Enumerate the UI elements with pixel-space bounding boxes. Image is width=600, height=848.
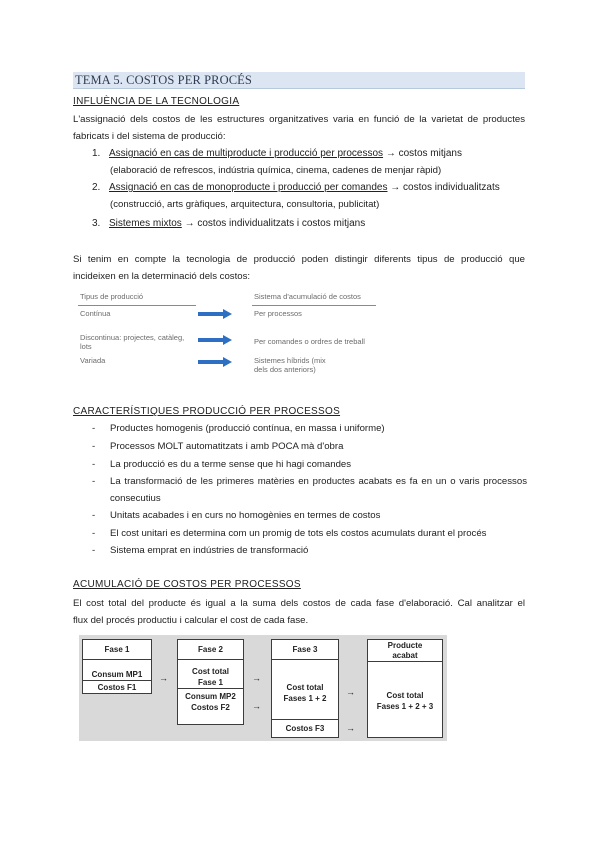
heading-caracteristiques: CARACTERÍSTIQUES PRODUCCIÓ PER PROCESSOS <box>73 406 341 417</box>
fase-2-cost-total-sub: Fase 1 <box>198 678 223 687</box>
final-cost-total-sub: Fases 1 + 2 + 3 <box>376 702 434 711</box>
right-header-rule <box>252 305 376 306</box>
cost-flow-diagram <box>79 635 447 741</box>
item-label: Assignació en cas de monoproducte i producció per comandes <box>109 182 388 193</box>
list-item-text: Productes homogenis (producció contínua, en massa i uniforme) <box>110 423 385 434</box>
bullet-marker: - <box>92 545 96 556</box>
item-1-detail: (elaboració de refrescos, indústria química, cinema, cadenes de menjar ràpid) <box>110 165 442 176</box>
production-type-variada: Variada <box>80 356 106 365</box>
system-per-processos: Per processos <box>254 309 302 318</box>
fase-3-box <box>271 639 339 738</box>
system-per-comandes: Per comandes o ordres de treball <box>254 337 365 346</box>
arrow-icon: → <box>159 673 168 683</box>
bullet-marker: - <box>92 476 96 487</box>
fase-3-cost-total-sub: Fases 1 + 2 <box>283 694 327 703</box>
numbered-item-1 <box>92 148 462 159</box>
item-number: 3. <box>92 218 101 229</box>
fase-1-header: Fase 1 <box>83 640 151 660</box>
fase-2-box <box>177 639 244 725</box>
arrow-icon <box>198 357 232 367</box>
fase-1-consum: Consum MP1 <box>91 670 143 679</box>
item-result: → costos individualitzats i costos mitjans <box>181 218 366 229</box>
para2-line-2: incideixen en la determinació dels costos: <box>73 271 251 282</box>
left-column-header: Tipus de producció <box>80 292 144 301</box>
list-item-text: Unitats acabades i en curs no homogènies en termes de costos <box>110 510 381 521</box>
production-type-discontinua: Discontinua: projectes, catàleg, lots <box>80 333 185 351</box>
fase-3-header: Fase 3 <box>272 640 338 660</box>
arrow-icon <box>198 335 232 345</box>
item-label: Sistemes mixtos <box>109 218 182 229</box>
item-number: 1. <box>92 148 101 159</box>
list-item-text: La producció es du a terme sense que hi hagi comandes <box>110 459 352 470</box>
item-result: → costos mitjans <box>383 148 462 159</box>
heading-acumulacio: ACUMULACIÓ DE COSTOS PER PROCESSOS <box>73 579 301 590</box>
arrow-icon: → <box>252 673 261 683</box>
arrow-icon: → <box>252 701 261 711</box>
arrow-icon: → <box>346 723 355 733</box>
para2-line-1: Si tenim en compte la tecnologia de producció poden distingir diferents tipus de producció que <box>73 254 525 265</box>
production-type-continua: Contínua <box>80 309 111 318</box>
acumulacio-paragraph <box>73 595 525 629</box>
list-item-text: La transformació de les primeres matèries en productes acabats es fa en un o varis processos consecutius <box>110 476 527 504</box>
fase-2-cost-total: Cost total <box>192 667 229 676</box>
fase-1-box <box>82 639 152 694</box>
item-2-detail: (construcció, arts gràfiques, arquitectura, consultoria, publicitat) <box>110 199 380 210</box>
producte-acabat-header-line-2: acabat <box>392 651 418 660</box>
production-types-diagram <box>78 290 408 380</box>
bullet-marker: - <box>92 510 96 521</box>
producte-acabat-header <box>368 640 442 662</box>
fase-1-costos: Costos F1 <box>83 680 151 693</box>
bullet-marker: - <box>92 528 96 539</box>
bullet-marker: - <box>92 441 96 452</box>
list-item-text: Sistema emprat en indústries de transformació <box>110 545 309 556</box>
bullet-marker: - <box>92 423 96 434</box>
producte-acabat-box <box>367 639 443 738</box>
intro-line-1: L'assignació dels costos de les estructures organitzatives varia en funció de la varietat de productes <box>73 114 525 125</box>
fase-3-costos: Costos F3 <box>272 719 338 737</box>
arrow-icon: → <box>346 687 355 697</box>
producte-acabat-header-line-1: Producte <box>387 641 423 650</box>
intro-line-2: fabricats i del sistema de producció: <box>73 131 226 142</box>
bullet-marker: - <box>92 459 96 470</box>
production-types-paragraph <box>73 251 525 285</box>
system-hibrids: Sistemes híbrids (mix dels dos anteriors) <box>254 356 326 374</box>
right-column-header: Sistema d'acumulació de costos <box>254 292 361 301</box>
fase-2-costos: Costos F2 <box>191 703 230 712</box>
heading-influencia-tecnologia: INFLUÈNCIA DE LA TECNOLOGIA <box>73 96 240 107</box>
item-result: → costos individualitzats <box>387 182 500 193</box>
acumulacio-line-1: El cost total del producte és igual a la suma dels costos de cada fase d'elaboració. Cal analitzar el <box>73 598 525 609</box>
item-label: Assignació en cas de multiproducte i producció per processos <box>109 148 384 159</box>
fase-3-cost-total: Cost total <box>286 683 324 692</box>
numbered-item-3 <box>92 218 365 229</box>
final-cost-total: Cost total <box>386 691 424 700</box>
list-item-text: El cost unitari es determina com un promig de tots els costos acumulats durant el procés <box>110 528 487 539</box>
acumulacio-line-2: flux del procés productiu i calcular el cost de cada fase. <box>73 615 309 626</box>
left-header-rule <box>78 305 196 306</box>
list-item-text: Processos MOLT automatitzats i amb POCA mà d'obra <box>110 441 344 452</box>
arrow-icon <box>198 309 232 319</box>
numbered-item-2 <box>92 182 500 193</box>
fase-2-consum: Consum MP2 <box>178 688 243 702</box>
fase-2-header: Fase 2 <box>178 640 243 660</box>
intro-paragraph <box>73 111 525 145</box>
page-title: TEMA 5. COSTOS PER PROCÉS <box>73 72 525 89</box>
item-number: 2. <box>92 182 101 193</box>
